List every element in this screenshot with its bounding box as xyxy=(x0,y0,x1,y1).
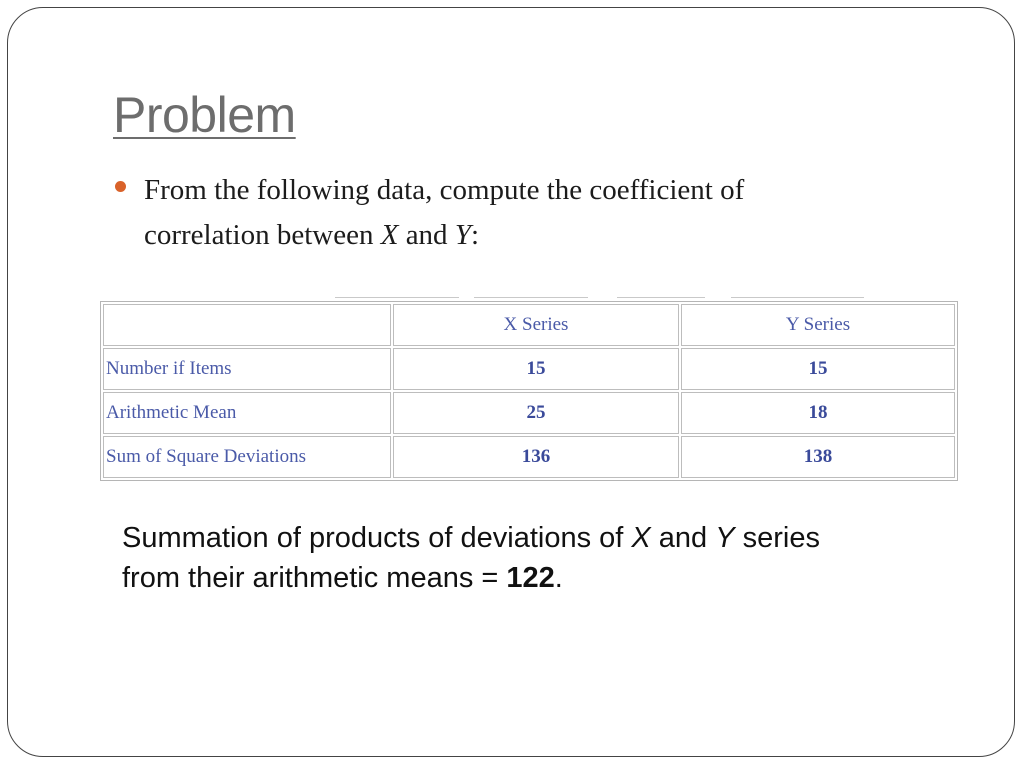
x-value: 136 xyxy=(393,436,679,478)
slide-title: Problem xyxy=(113,87,296,143)
y-value: 138 xyxy=(681,436,955,478)
summary-text xyxy=(122,518,882,598)
summary-end: . xyxy=(554,562,563,594)
x-value: 15 xyxy=(393,348,679,390)
bullet-text xyxy=(144,168,864,258)
row-label: Sum of Square Deviations xyxy=(103,436,391,478)
var-x: X xyxy=(631,522,651,554)
table-header-cell xyxy=(103,304,391,346)
table-row xyxy=(103,348,955,390)
table-header-row xyxy=(103,304,955,346)
table-row xyxy=(103,436,955,478)
table-header-cell: X Series xyxy=(393,304,679,346)
table-header-cell: Y Series xyxy=(681,304,955,346)
bullet-icon xyxy=(115,181,126,192)
x-value: 25 xyxy=(393,392,679,434)
y-value: 18 xyxy=(681,392,955,434)
row-label: Number if Items xyxy=(103,348,391,390)
row-label: Arithmetic Mean xyxy=(103,392,391,434)
faint-line xyxy=(474,297,588,298)
var-y: Y xyxy=(454,219,471,251)
y-value: 15 xyxy=(681,348,955,390)
bullet-colon: : xyxy=(470,219,480,251)
summary-rest: series from their arithmetic means = xyxy=(122,522,820,594)
var-x: X xyxy=(380,219,399,251)
bullet-and: and xyxy=(398,219,455,251)
data-table xyxy=(100,301,958,481)
faint-line xyxy=(731,297,864,298)
summary-value: 122 xyxy=(506,562,555,594)
faint-line xyxy=(617,297,705,298)
bullet-text-main: From the following data, compute the coefficient of correlation between xyxy=(144,174,745,251)
table-row xyxy=(103,392,955,434)
summary-and: and xyxy=(650,522,716,554)
faint-line xyxy=(335,297,459,298)
summary-main: Summation of products of deviations of xyxy=(122,522,632,554)
var-y: Y xyxy=(715,522,735,554)
